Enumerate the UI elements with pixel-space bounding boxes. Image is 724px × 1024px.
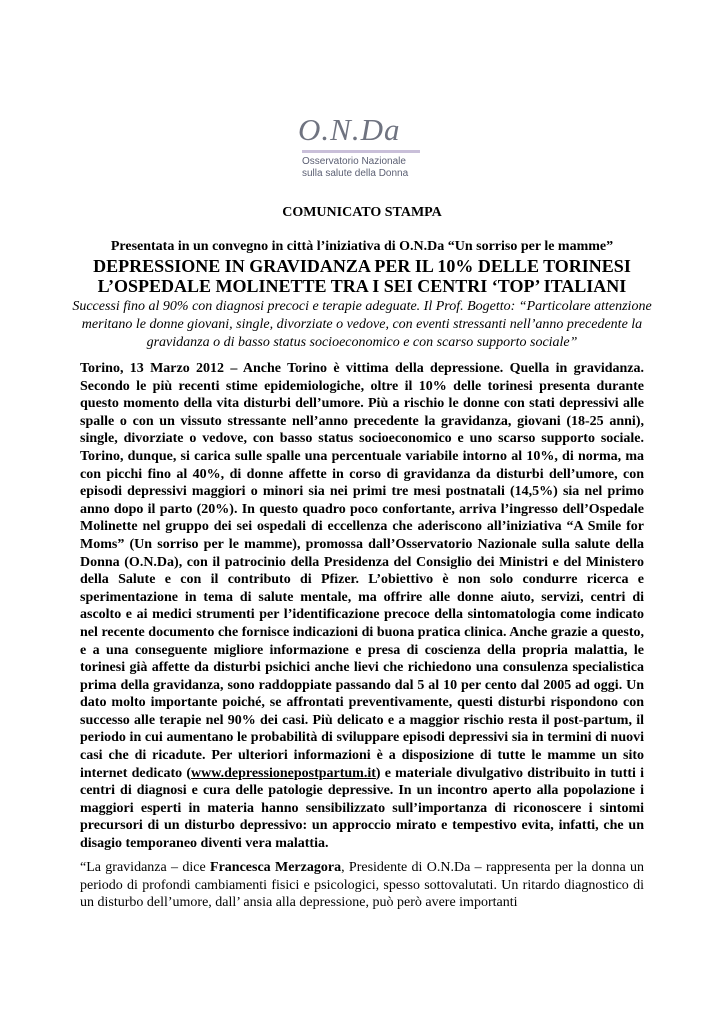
press-release-label: COMUNICATO STAMPA [282, 205, 442, 220]
paragraph-text-1: Torino, 13 Marzo 2012 – Anche Torino è vittima della depressione. Quella in gravidanza. Secondo le più recenti stime epidemiologiche, oltre il 10% delle torinesi presenta durante questo momento della vita disturbi dell’umore. Più a rischio le donne con stati depressivi alle spalle o con un vissuto stressante nell’anno precedente la gravidanza, giovani (18-25 anni), single, divorziate o vedove, con basso status socioeconomico e uno scarso supporto sociale. Torino, dunque, si carica sulle spalle una percentuale variabile intorno al 10%, di norma, ma con picchi fino al 40%, di donne affette in corso di gravidanza da disturbi dell’umore, con episodi depressivi maggiori o minori sia nei primi tre mesi postnatali (14,5%) sia nel primo anno dopo il parto (20%). In questo quadro poco confortante, arriva l’ingresso dell’Ospedale Molinette nel gruppo dei sei ospedali di eccellenza che aderiscono all’iniziativa “A Smile for Moms” (Un sorriso per le mamme), promossa dall’Osservatorio Nazionale sulla salute della Donna (O.N.Da), con il patrocinio della Presidenza del Consiglio dei Ministri e del Ministero della Salute e con il contributo di Pfizer. L’obiettivo è non solo condurre ricerca e sperimentazione in tema di salute mentale, ma offrire alle donne aiuto, servizi, centri di ascolto e ai medici strumenti per l’identificazione precoce della sintomatologia come indicato nel recente documento che fornisce indicazioni di buona pratica clinica. Anche grazie a questo, e a una conseguente migliore informazione e presa di coscienza della propria malattia, le torinesi già affette da disturbi psichici anche lievi che richiedono una consulenza specialistica prima della gravidanza, sono raddoppiate passando dal 5 al 10 per cento dal 2005 ad oggi. Un dato molto importante poiché, se affrontati preventivamente, questi disturbi rispondono con successo alle terapie nel 90% dei casi. Più delicato e a maggior rischio resta il post-partum, il periodo in cui aumentano le probabilità di sviluppare episodi depressivi sia in termini di nuovi casi che di ricadute. Per ulteriori informazioni è a disposizione di tutte le mamme un sito internet dedicato ( [80, 361, 644, 781]
website-link[interactable]: www.depressionepostpartum.it [191, 765, 376, 781]
logo-line-1: Osservatorio Nazionale [302, 156, 406, 167]
headline-line-2: L’OSPEDALE MOLINETTE TRA I SEI CENTRI ‘TOP’ ITALIANI [97, 276, 627, 296]
headline-line-1: DEPRESSIONE IN GRAVIDANZA PER IL 10% DELLE TORINESI [93, 256, 631, 276]
onda-logo [290, 112, 430, 182]
subheadline: Successi fino al 90% con diagnosi precoci e terapie adeguate. Il Prof. Bogetto: “Particolare attenzione meritano le donne giovani, single, divorziate o vedove, con eventi stressanti nell’anno precedente la gravidanza o di basso status socioeconomico e con scarso supporto sociale” [72, 299, 652, 350]
quote-paragraph [80, 859, 644, 912]
quote-text-2: , Presidente di O.N.Da – rappresenta per la donna un periodo di profondi cambiamenti fisici e psicologici, spesso sottovalutati. Un ritardo diagnostico di un disturbo dell’umore, dall’ ansia alla depressione, può però avere importanti [80, 860, 644, 911]
article-header [70, 238, 654, 352]
main-paragraph [80, 360, 644, 853]
paragraph-text-2: ) e materiale divulgativo distribuito in tutti i centri di diagnosi e cura delle patologie depressive. In un incontro aperto alla popolazione i maggiori esperti in materia hanno sensibilizzato sull’importanza di riconoscere i sintomi precursori di un disturbo depressivo: un approccio mirato e tempestivo evita, infatti, che un disagio temporaneo diventi vera malattia. [80, 765, 644, 852]
logo-line-2: sulla salute della Donna [302, 168, 409, 179]
quote-speaker-name: Francesca Merzagora [210, 860, 342, 875]
intro-line: Presentata in un convegno in città l’iniziativa di O.N.Da “Un sorriso per le mamme” [110, 239, 614, 254]
quote-text-1: “La gravidanza – dice [80, 860, 211, 875]
logo-divider [302, 150, 420, 153]
logo-mark: O.N.Da [298, 112, 401, 147]
